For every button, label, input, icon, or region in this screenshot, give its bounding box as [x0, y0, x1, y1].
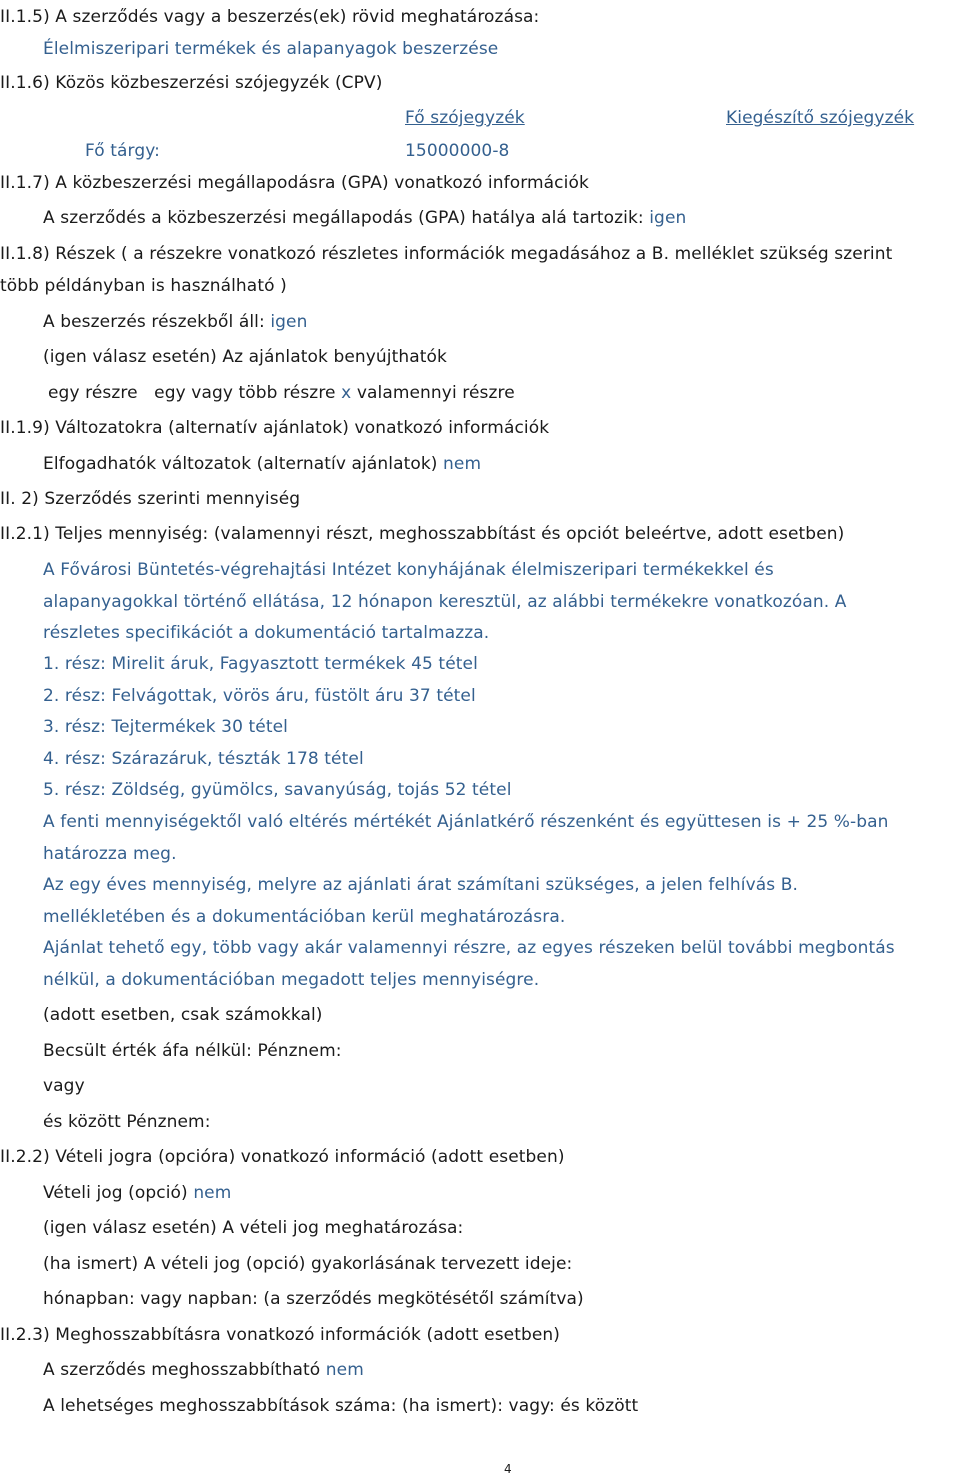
- option-planned-time: (ha ismert) A vételi jog (opció) gyakorlásának tervezett ideje:: [43, 1254, 573, 1274]
- deviation-line-2: határozza meg.: [43, 844, 177, 864]
- parts-value: igen: [270, 312, 308, 332]
- cpv-code: 15000000-8: [405, 141, 510, 161]
- parts-line: [43, 311, 308, 333]
- description-line-1: A Fővárosi Büntetés-végrehajtási Intézet konyhájának élelmiszeripari termékekkel és: [43, 560, 774, 580]
- months-days-line: hónapban: vagy napban: (a szerződés megkötésétől számítva): [43, 1289, 584, 1309]
- main-subject-label: Fő tárgy:: [85, 141, 160, 161]
- option-right-line: [43, 1182, 231, 1204]
- option-all-parts: valamennyi részre: [356, 383, 515, 403]
- page-number: 4: [504, 1462, 512, 1476]
- part-1: 1. rész: Mirelit áruk, Fagyasztott termékek 45 tétel: [43, 654, 478, 674]
- estimated-value: Becsült érték áfa nélkül: Pénznem:: [43, 1041, 342, 1061]
- between-currency: és között Pénznem:: [43, 1112, 211, 1132]
- section-ii-2-1: II.2.1) Teljes mennyiség: (valamennyi részt, meghosszabbítást és opciót beleértve, adott esetben): [0, 524, 845, 544]
- submission-options: [48, 382, 515, 404]
- variants-value: nem: [443, 454, 482, 474]
- section-ii-1-9: II.1.9) Változatokra (alternatív ajánlatok) vonatkozó információk: [0, 418, 550, 438]
- part-3: 3. rész: Tejtermékek 30 tétel: [43, 717, 288, 737]
- extension-line: [43, 1359, 364, 1381]
- annual-qty-line-2: mellékletében és a dokumentációban kerül meghatározásra.: [43, 907, 566, 927]
- gpa-line: [43, 207, 686, 229]
- description-line-2: alapanyagokkal történő ellátása, 12 hónapon keresztül, az alábbi termékekre vonatkozóan. A: [43, 592, 847, 612]
- option-definition: (igen válasz esetén) A vételi jog meghatározása:: [43, 1218, 464, 1238]
- section-ii-1-7: II.1.7) A közbeszerzési megállapodásra (GPA) vonatkozó információk: [0, 173, 589, 193]
- section-ii-2: II. 2) Szerződés szerinti mennyiség: [0, 489, 301, 509]
- cpv-extra-header: Kiegészítő szójegyzék: [726, 108, 915, 128]
- extension-count: A lehetséges meghosszabbítások száma: (ha ismert): vagy: és között: [43, 1396, 639, 1416]
- bid-scope-line-1: Ajánlat tehető egy, több vagy akár valamennyi részre, az egyes részeken belül további megbontás: [43, 938, 895, 958]
- gpa-label: A szerződés a közbeszerzési megállapodás (GPA) hatálya alá tartozik:: [43, 208, 644, 228]
- section-ii-1-8-line1: II.1.8) Részek ( a részekre vonatkozó részletes információk megadásához a B. melléklet szükség szerint: [0, 244, 893, 264]
- extension-value: nem: [325, 1360, 364, 1380]
- option-selected-mark: x: [341, 383, 352, 403]
- deviation-line-1: A fenti mennyiségektől való eltérés mértékét Ajánlatkérő részenként és együttesen is + 25 %-ban: [43, 812, 889, 832]
- short-description-value: Élelmiszeripari termékek és alapanyagok beszerzése: [43, 39, 499, 59]
- extension-label: A szerződés meghosszabbítható: [43, 1360, 321, 1380]
- gpa-value: igen: [649, 208, 687, 228]
- section-ii-2-3: II.2.3) Meghosszabbításra vonatkozó információk (adott esetben): [0, 1325, 561, 1345]
- or-text: vagy: [43, 1076, 85, 1096]
- parts-label: A beszerzés részekből áll:: [43, 312, 265, 332]
- part-5: 5. rész: Zöldség, gyümölcs, savanyúság, tojás 52 tétel: [43, 780, 512, 800]
- option-one-or-more: egy vagy több részre: [154, 383, 336, 403]
- option-one-part: egy részre: [48, 383, 138, 403]
- bid-scope-line-2: nélkül, a dokumentációban megadott teljes mennyiségre.: [43, 970, 540, 990]
- variants-label: Elfogadhatók változatok (alternatív ajánlatok): [43, 454, 438, 474]
- yes-answer-tenders: (igen válasz esetén) Az ajánlatok benyújthatók: [43, 347, 447, 367]
- numbers-only-note: (adott esetben, csak számokkal): [43, 1005, 323, 1025]
- section-ii-1-5: II.1.5) A szerződés vagy a beszerzés(ek) rövid meghatározása:: [0, 7, 540, 27]
- option-right-label: Vételi jog (opció): [43, 1183, 188, 1203]
- cpv-main-header: Fő szójegyzék: [405, 108, 525, 128]
- part-4: 4. rész: Szárazáruk, tészták 178 tétel: [43, 749, 364, 769]
- section-ii-1-8-line2: több példányban is használható ): [0, 276, 287, 296]
- section-ii-2-2: II.2.2) Vételi jogra (opcióra) vonatkozó információ (adott esetben): [0, 1147, 565, 1167]
- variants-line: [43, 453, 481, 475]
- part-2: 2. rész: Felvágottak, vörös áru, füstölt áru 37 tétel: [43, 686, 476, 706]
- annual-qty-line-1: Az egy éves mennyiség, melyre az ajánlati árat számítani szükséges, a jelen felhívás B.: [43, 875, 798, 895]
- option-right-value: nem: [193, 1183, 232, 1203]
- section-ii-1-6: II.1.6) Közös közbeszerzési szójegyzék (CPV): [0, 73, 383, 93]
- description-line-3: részletes specifikációt a dokumentáció tartalmazza.: [43, 623, 490, 643]
